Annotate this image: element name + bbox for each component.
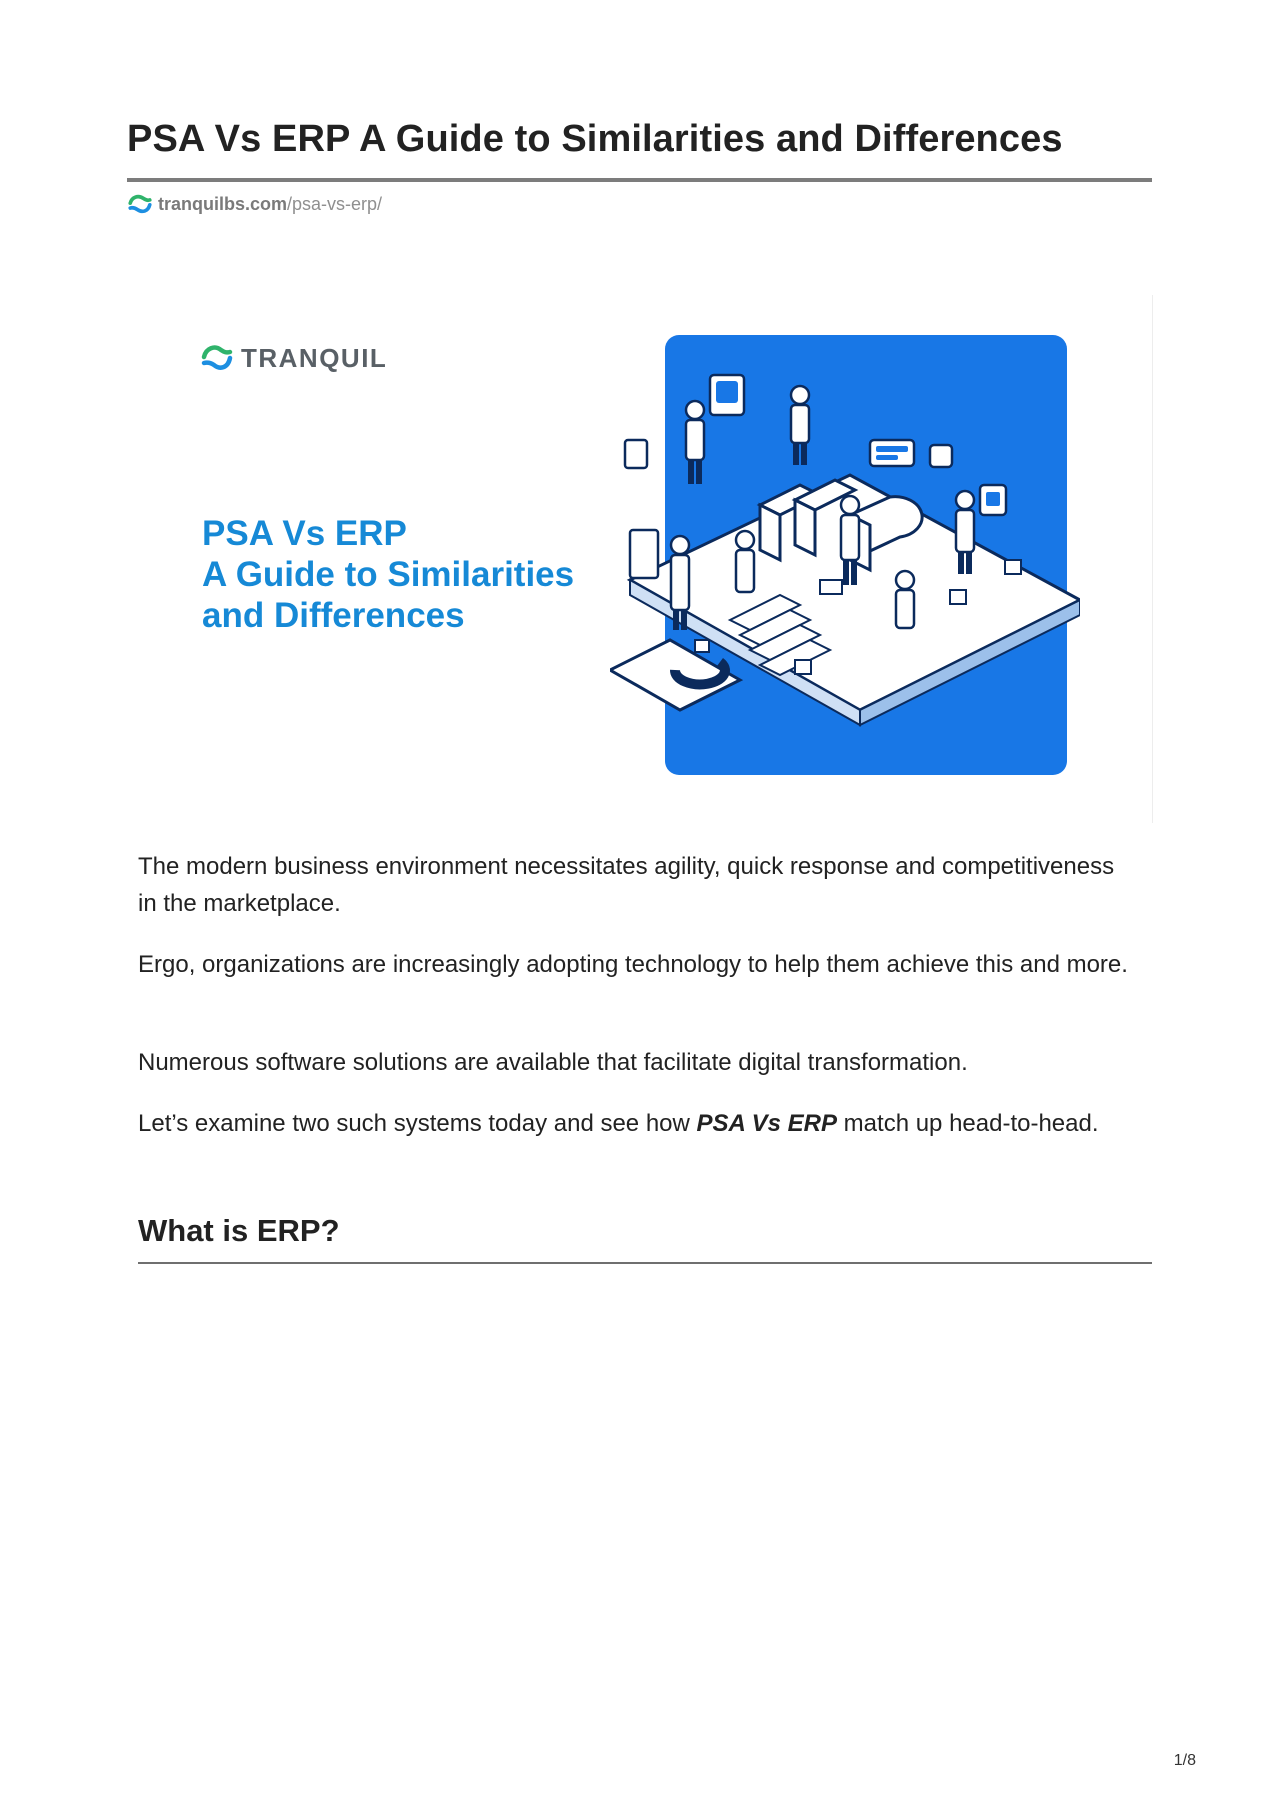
headline-line: PSA Vs ERP bbox=[202, 514, 407, 553]
hero-image bbox=[160, 295, 1153, 823]
page-title: PSA Vs ERP A Guide to Similarities and Differences bbox=[127, 118, 1063, 160]
brand-name: TRANQUIL bbox=[241, 342, 388, 373]
page-number: 1/8 bbox=[1173, 1752, 1196, 1769]
hero-headline bbox=[202, 513, 622, 636]
paragraph: The modern business environment necessitates agility, quick response and competitiveness in the marketplace. bbox=[138, 853, 1115, 917]
tranquil-logo-icon bbox=[201, 342, 233, 374]
source-domain: tranquilbs.com bbox=[158, 193, 288, 214]
emphasis-text: PSA Vs ERP bbox=[696, 1110, 838, 1137]
headline-line: and Differences bbox=[202, 596, 465, 635]
paragraph-text: Let’s examine two such systems today and see how bbox=[138, 1110, 697, 1137]
source-path: /psa-vs-erp/ bbox=[287, 193, 383, 214]
paragraph: Numerous software solutions are available that facilitate digital transformation. bbox=[138, 1049, 968, 1076]
section-divider bbox=[138, 1262, 1152, 1264]
isometric-erp-illustration bbox=[610, 335, 1080, 780]
section-heading: What is ERP? bbox=[138, 1213, 340, 1248]
source-link[interactable] bbox=[127, 191, 382, 217]
paragraph: Ergo, organizations are increasingly adopting technology to help them achieve this and more. bbox=[138, 951, 1128, 978]
headline-line: A Guide to Similarities bbox=[202, 555, 575, 594]
paragraph-text: match up head-to-head. bbox=[837, 1110, 1099, 1137]
brand-logo bbox=[201, 342, 387, 374]
title-divider bbox=[127, 178, 1152, 182]
paragraph bbox=[138, 1105, 1138, 1142]
tranquil-logo-icon bbox=[127, 191, 153, 217]
